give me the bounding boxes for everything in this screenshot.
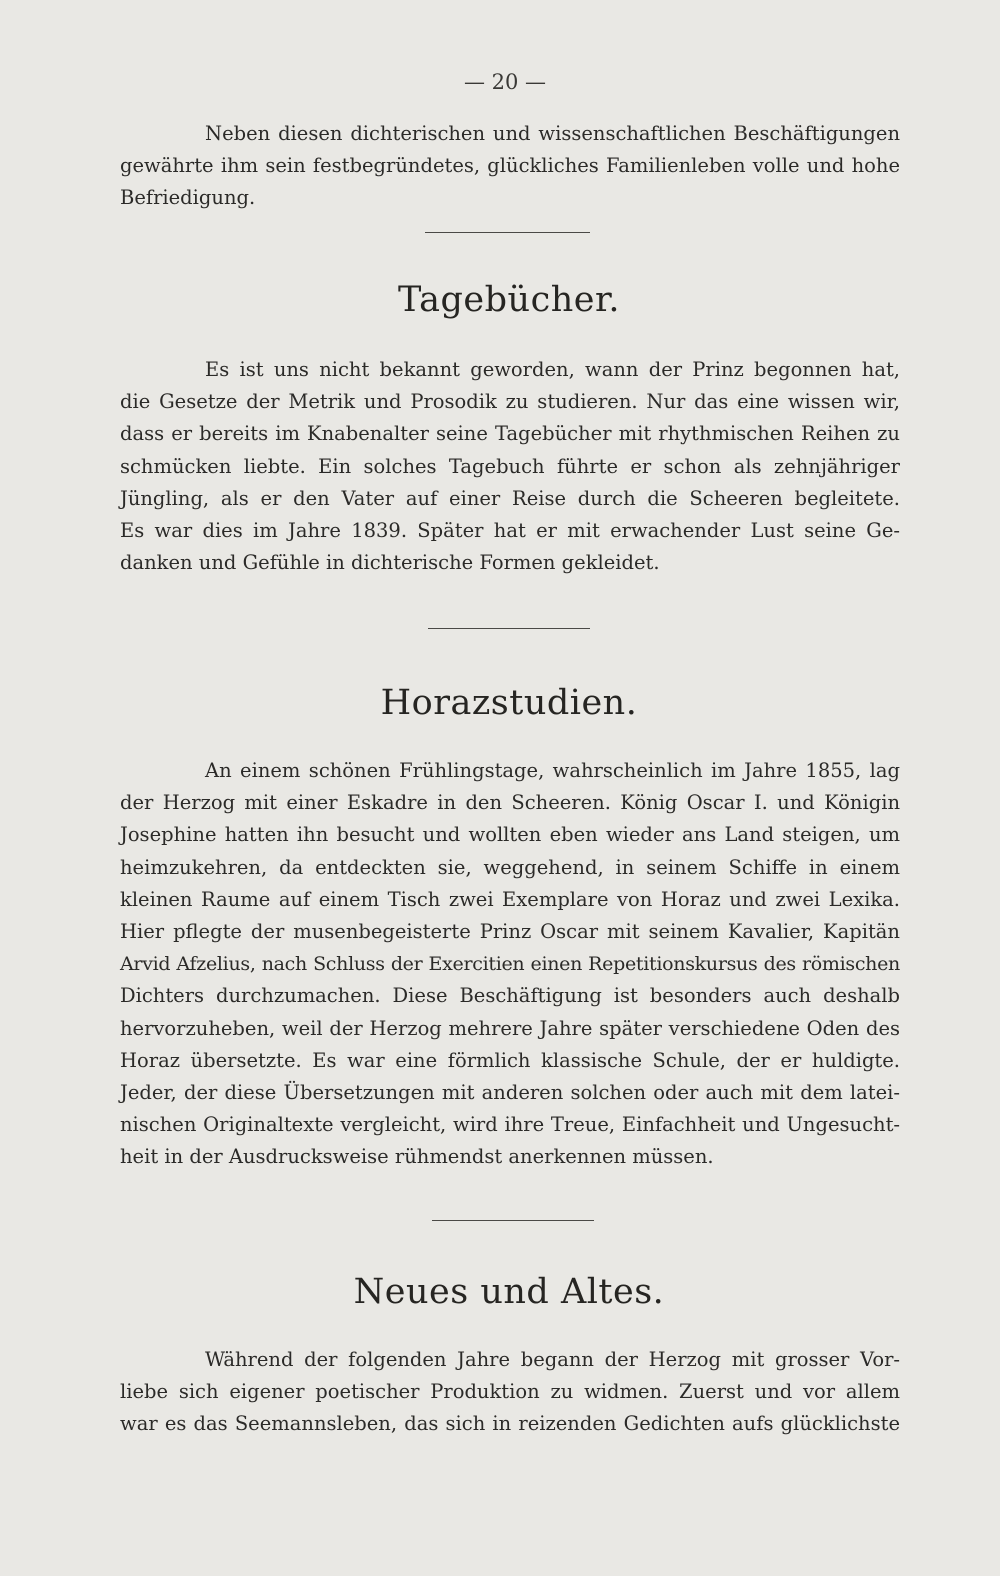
text-line: Befriedigung. xyxy=(120,186,256,210)
text-line: Während der folgenden Jahre begann der Herzog mit grosser Vor- xyxy=(205,1348,900,1371)
paragraph-neues-und-altes xyxy=(120,1344,900,1441)
text-line: An einem schönen Frühlingstage, wahrscheinlich im Jahre 1855, lag xyxy=(205,759,900,782)
text-line: Neben diesen dichterischen und wissenschaftlichen Beschäftigungen xyxy=(205,122,900,145)
text-line: nischen Originaltexte vergleicht, wird ihre Treue, Einfachheit und Ungesucht- xyxy=(120,1113,900,1137)
text-line: Jüngling, als er den Vater auf einer Reise durch die Scheeren begleitete. xyxy=(120,486,900,510)
section-heading-horazstudien: Horazstudien. xyxy=(380,683,638,723)
intro-paragraph xyxy=(120,118,900,215)
text-line: Josephine hatten ihn besucht und wollten eben wieder ans Land steigen, um xyxy=(120,823,900,847)
text-line: Jeder, der diese Übersetzungen mit anderen solchen oder auch mit dem latei- xyxy=(120,1080,900,1104)
text-line: Es ist uns nicht bekannt geworden, wann der Prinz begonnen hat, xyxy=(205,358,900,381)
text-line: hervorzuheben, weil der Herzog mehrere Jahre später verschiedene Oden des xyxy=(120,1016,900,1040)
section-heading-tagebuecher: Tagebücher. xyxy=(398,280,620,320)
section-divider xyxy=(425,232,590,233)
text-line: danken und Gefühle in dichterische Formen gekleidet. xyxy=(120,551,660,575)
text-line: schmücken liebte. Ein solches Tagebuch führte er schon als zehnjähriger xyxy=(120,454,900,478)
page-number: — 20 — xyxy=(463,70,547,94)
text-line: dass er bereits im Knabenalter seine Tagebücher mit rhythmischen Reihen zu xyxy=(120,422,900,446)
text-line: Dichters durchzumachen. Diese Beschäftigung ist besonders auch deshalb xyxy=(120,984,900,1008)
text-line: Hier pflegte der musenbegeisterte Prinz Oscar mit seinem Kavalier, Kapitän xyxy=(120,919,900,943)
text-line: war es das Seemannsleben, das sich in reizenden Gedichten aufs glücklichste xyxy=(120,1412,900,1436)
text-line: Horaz übersetzte. Es war eine förmlich klassische Schule, der er huldigte. xyxy=(120,1048,900,1072)
paragraph-tagebuecher xyxy=(120,354,900,579)
text-line: Arvid Afzelius, nach Schluss der Exercitien einen Repetitionskursus des römischen xyxy=(120,953,900,976)
text-line: kleinen Raume auf einem Tisch zwei Exemplare von Horaz und zwei Lexika. xyxy=(120,887,900,911)
text-line: liebe sich eigener poetischer Produktion zu widmen. Zuerst und vor allem xyxy=(120,1380,900,1404)
text-line: die Gesetze der Metrik und Prosodik zu studieren. Nur das eine wissen wir, xyxy=(120,390,900,414)
text-line: Es war dies im Jahre 1839. Später hat er mit erwachender Lust seine Ge- xyxy=(120,518,900,542)
section-divider xyxy=(432,1220,594,1221)
paragraph-horazstudien xyxy=(120,755,900,1173)
text-line: heit in der Ausdrucksweise rühmendst anerkennen müssen. xyxy=(120,1145,714,1169)
section-divider xyxy=(428,628,590,629)
text-line: der Herzog mit einer Eskadre in den Scheeren. König Oscar I. und Königin xyxy=(120,791,900,815)
section-heading-neues-und-altes: Neues und Altes. xyxy=(353,1272,665,1312)
text-line: gewährte ihm sein festbegründetes, glückliches Familienleben volle und hohe xyxy=(120,154,900,178)
text-line: heimzukehren, da entdeckten sie, weggehend, in seinem Schiffe in einem xyxy=(120,855,900,879)
